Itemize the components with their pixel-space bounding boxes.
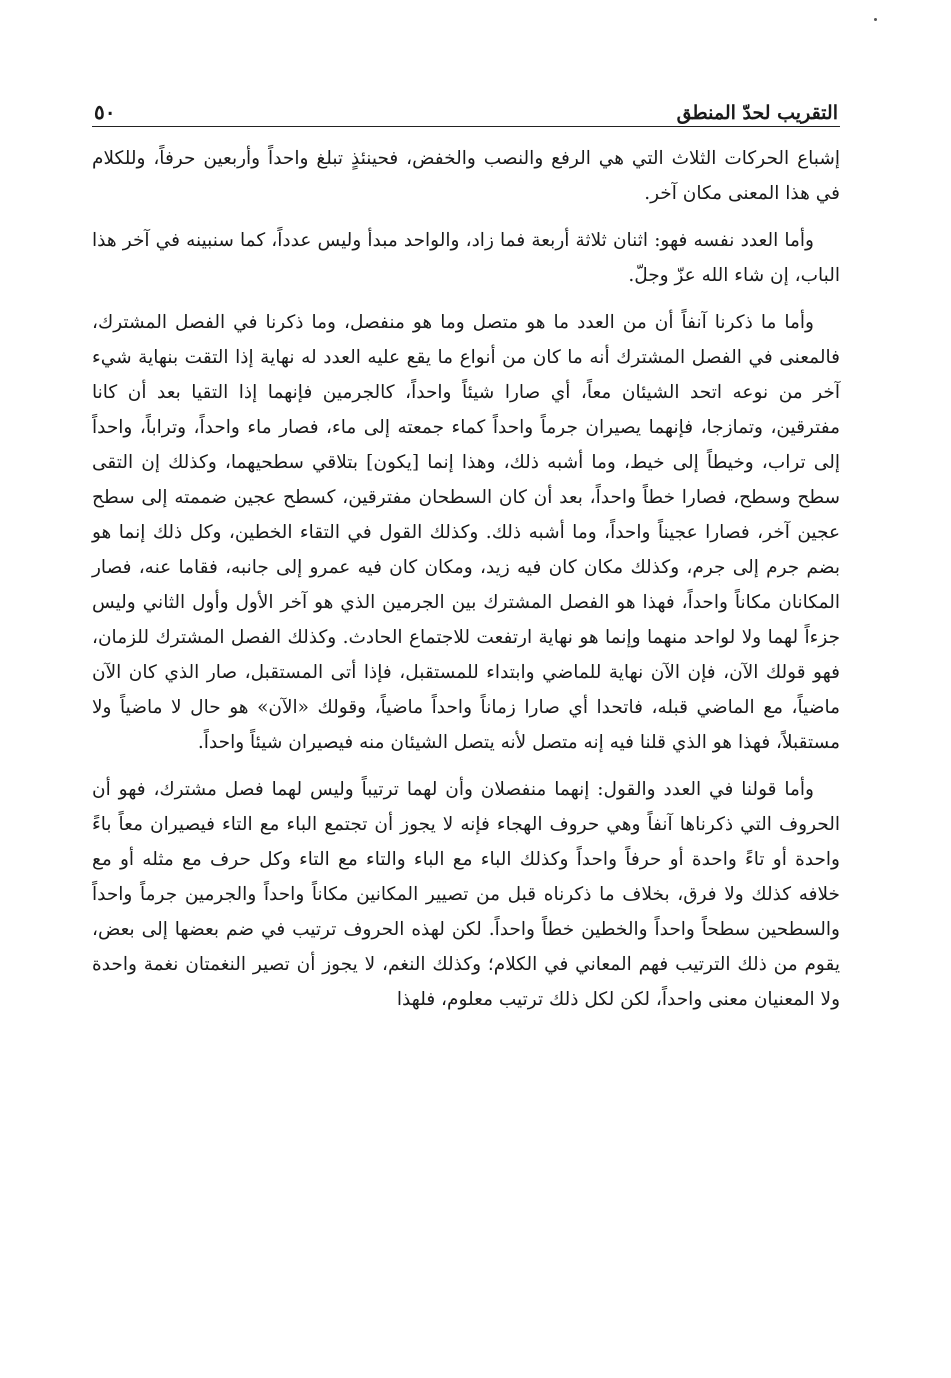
paragraph-1: إشباع الحركات الثلاث التي هي الرفع والنصب والخفض، فحينئذٍ تبلغ واحداً وأربعين حرفاً، وللكلام في هذا المعنى مكان آخر. [92,148,840,204]
paragraph-3: وأما ما ذكرنا آنفاً أن من العدد ما هو متصل وما هو منفصل، وما ذكرنا في الفصل المشترك، فالمعنى في الفصل المشترك أنه ما كان من أنواع ما يقع عليه العدد له نهاية إذا التقت بنهاية شيء آخر من نوعه اتحد الشيئان معاً، أي صارا شيئاً واحداً، كالجرمين فإنهما إذا التقيا بعد أن كانا مفترقين، وتمازجا، فإنهما يصيران جرماً واحداً كماء جمعته إلى ماء، فصار ماء واحداً، وتراباً، واحداً إلى تراب، وخيطاً إلى خيط، وما أشبه ذلك، وهذا إنما [يكون] بتلاقي سطحيهما، وكذلك إن التقى سطح وسطح، فصارا خطاً واحداً، بعد أن كان السطحان مفترقين، كسطح عجين ضممته إلى سطح عجين آخر، فصارا عجيناً واحداً، وما أشبه ذلك. وكذلك القول في التقاء الخطين، وكل ذلك إنما هو بضم جرم إلى جرم، وكذلك مكان كان فيه زيد، ومكان كان فيه عمرو إلى جانبه، فقاما عنه، فصار المكانان مكاناً واحداً، فهذا هو الفصل المشترك بين الجرمين الذي هو آخر الأول وأول الثاني وليس جزءاً لهما ولا لواحد منهما وإنما هو نهاية ارتفعت للاجتماع الحادث. وكذلك الفصل المشترك للزمان، فهو قولك الآن، فإن الآن نهاية للماضي وابتداء للمستقبل، فإذا أتى المستقبل، صار الذي كان الآن ماضياً، مع الماضي قبله، فاتحدا أي صارا زماناً واحداً ماضياً، وقولك «الآن» هو حال لا ماضياً ولا مستقبلاً، فهذا هو الذي قلنا فيه إنه متصل لأنه يتصل الشيئان منه فيصيران شيئاً واحداً. [92,312,840,753]
page-number: ٥٠ [94,100,116,124]
paragraph-2: وأما العدد نفسه فهو: اثنان ثلاثة أربعة فما زاد، والواحد مبدأ وليس عدداً، كما سنبينه في آخر هذا الباب، إن شاء الله عزّ وجلّ. [92,230,840,286]
paragraph-4: وأما قولنا في العدد والقول: إنهما منفصلان وأن لهما ترتيباً وليس لهما فصل مشترك، فهو أن الحروف التي ذكرناها آنفاً وهي حروف الهجاء فإنه لا يجوز أن تجتمع الباء مع التاء فيصيران معاً باءً واحدة أو تاءً واحدة أو حرفاً واحداً وكذلك الباء مع الباء والتاء مع التاء وكل حرف مع مثله أو مع خلافه كذلك ولا فرق، بخلاف ما ذكرناه قبل من تصيير المكانين مكاناً واحداً والجرمين جرماً واحداً والسطحين سطحاً واحداً والخطين خطاً واحداً. لكن لهذه الحروف ترتيب في ضم بعضها إلى بعض، يقوم من ذلك الترتيب فهم المعاني في الكلام؛ وكذلك النغم، لا يجوز أن تصير النغمتان نغمة واحدة ولا المعنيان معنى واحداً، لكن لكل ذلك ترتيب معلوم، فلهذا [92,779,840,1010]
scan-speck [874,18,877,21]
body-text [92,141,840,1017]
running-header [92,90,840,127]
book-page [92,90,840,1029]
running-title: التقريب لحدّ المنطق [676,102,838,124]
